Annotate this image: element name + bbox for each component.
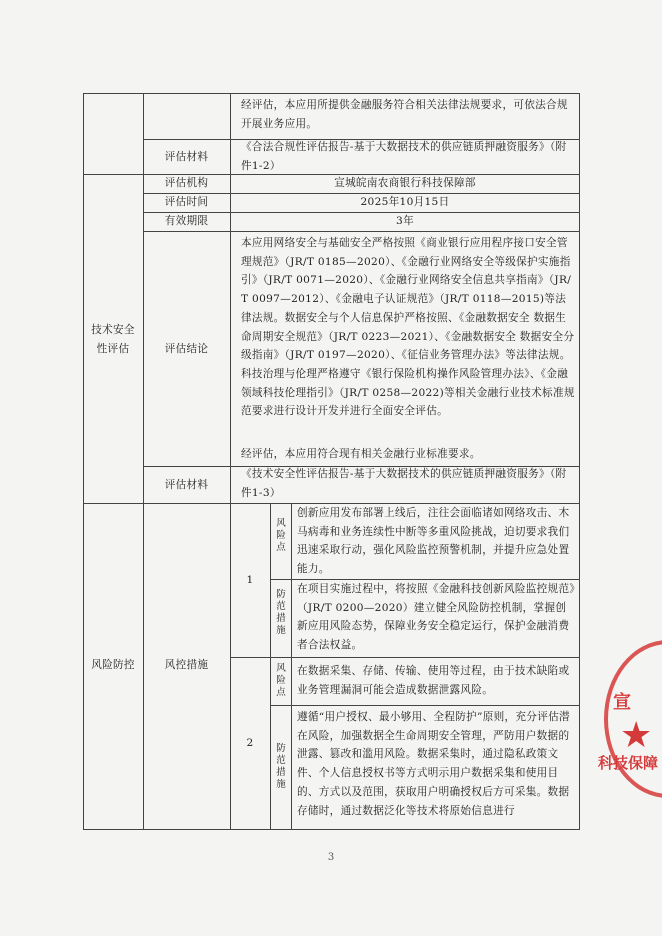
tech-agency-label: 评估机构 xyxy=(164,177,209,189)
page-number: 3 xyxy=(327,852,335,863)
risk-section-label: 风险防控 xyxy=(91,659,135,671)
assessment-table xyxy=(83,93,580,830)
risk-item-1-index: 1 xyxy=(246,574,254,586)
compliance-material-text: 《合法合规性评估报告-基于大数据技术的供应链质押融资服务》（附件1-2） xyxy=(241,141,567,172)
tech-material-text: 《技术安全性评估报告-基于大数据技术的供应链质押融资服务》（附件1-3） xyxy=(241,468,567,499)
tech-material-label: 评估材料 xyxy=(164,479,209,491)
tech-agency-value: 宣城皖南农商银行科技保障部 xyxy=(334,177,476,189)
risk-item-2-index: 2 xyxy=(246,737,254,749)
tech-section-label: 技术安全性评估 xyxy=(91,324,135,355)
tech-validity-value: 3年 xyxy=(396,215,414,227)
risk-item-2-point-label: 风险点 xyxy=(276,663,286,698)
risk-item-2-point-text: 在数据采集、存储、传输、使用等过程，由于技术缺陷或业务管理漏洞可能会造成数据泄露风险。 xyxy=(297,665,570,696)
tech-validity-label: 有效期限 xyxy=(164,215,209,227)
tech-conclusion-label: 评估结论 xyxy=(164,343,209,355)
tech-time-label: 评估时间 xyxy=(164,196,209,208)
risk-item-1-point-text: 创新应用发布部署上线后，注往会面临诸如网络攻击、木马病毒和业务连续性中断等多重风险挑战，迫切要求我们迅速采取行动，强化风险监控预警机制，并提升应急处置能力。 xyxy=(297,507,570,576)
risk-item-1-measure-text: 在项目实施过程中，将按照《金融科技创新风险监控规范》（JR/T 0200—2020）建立健全风险防控机制，掌握创新应用风险态势，保障业务安全稳定运行，保护金融消费者合法权益。 xyxy=(297,583,575,652)
seal-star-icon: ★ xyxy=(620,715,653,756)
tech-conclusion-text: 本应用网络安全与基础安全严格按照《商业银行应用程序接口安全管理规范》（JR/T 0185—2020）、《金融行业网络安全等级保护实施指引》（JR/T 0071—2020）、《金融行业网络安全信息共享指南》（JR/T 0097—2012）、《金融电子认证规范》（JR/T 0118—2015)等法律法规。数据安全与个人信息保护严格按照、《金融数据安全 数据生命周期安全规范》（JR/T 0223—2021）、《金融数据安全 数据安全分级指南》（JR/T 0197—2020）、《征信业务管理办法》等法律法规。科技治理与伦理严格遵守《银行保险机构操作风险管理办法》、《金融领域科技伦理指引》（JR/T 0258—2022)等相关金融行业技术标准规范要求进行设计开发并进行全面安全评估。 xyxy=(241,237,575,418)
seal-text-bottom: 科技保障 xyxy=(598,754,659,772)
compliance-conclusion-tail: 经评估，本应用所提供金融服务符合相关法律法规要求，可依法合规开展业务应用。 xyxy=(241,99,568,130)
risk-item-1-measure-label: 防范措施 xyxy=(276,589,286,636)
seal-text-top: 宣 xyxy=(613,692,631,713)
risk-measures-label: 风控措施 xyxy=(164,659,209,671)
compliance-material-label: 评估材料 xyxy=(164,151,209,163)
risk-item-1-point-label: 风险点 xyxy=(276,518,286,553)
risk-item-2-measure-text: 遵循“用户授权、最小够用、全程防护”原则，充分评估潜在风险，加强数据全生命周期安全管理，严防用户数据的泄露、篡改和滥用风险。数据采集时，通过隐私政策文件、个人信息授权书等方式明示用户数据采集和使用目的、方式以及范围，获取用户明确授权后方可采集。数据存储时，通过数据泛化等技术将原始信息进行 xyxy=(297,711,570,817)
risk-item-2-measure-label: 防范措施 xyxy=(276,743,286,790)
tech-conclusion-tail: 经评估，本应用符合现有相关金融行业标准要求。 xyxy=(241,448,481,460)
tech-time-value: 2025年10月15日 xyxy=(360,196,450,208)
